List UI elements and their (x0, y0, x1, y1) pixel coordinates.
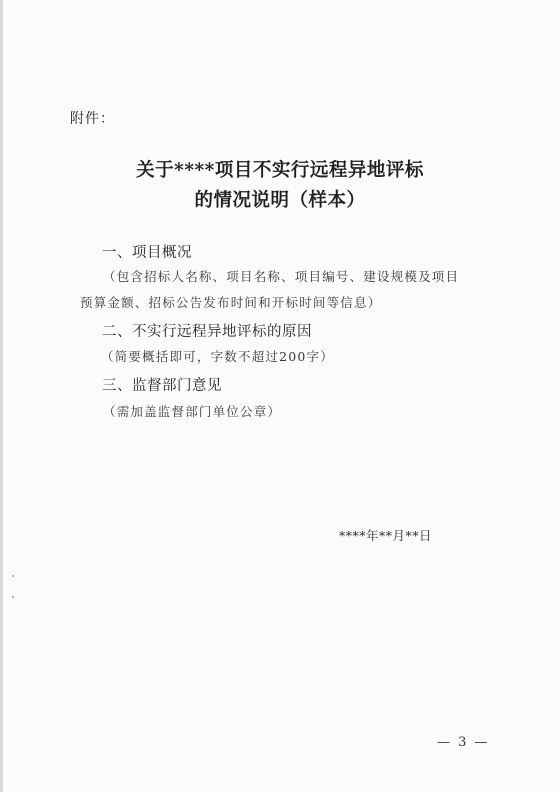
scan-edge (0, 0, 3, 792)
scan-speck (12, 575, 14, 577)
page-number: — 3 — (437, 735, 490, 750)
document-title-line-1: 关于****项目不实行远程异地评标 (136, 160, 424, 181)
signature-date: ****年**月**日 (339, 528, 433, 543)
section-note: （简要概括即可，字数不超过200字） (101, 349, 334, 364)
section-note: 预算金额、招标公告发布时间和开标时间等信息） (80, 295, 382, 310)
document-title-line-2: 的情况说明（样本） (194, 190, 366, 211)
section-heading-reason: 二、不实行远程异地评标的原因 (102, 324, 312, 340)
scan-speck (12, 596, 14, 598)
section-note: （包含招标人名称、项目名称、项目编号、建设规模及项目 (103, 269, 460, 284)
section-note: （需加盖监督部门单位公章） (103, 404, 282, 419)
attachment-label: 附件： (70, 111, 115, 127)
section-heading-project-overview: 一、项目概况 (102, 245, 192, 261)
section-heading-supervision-opinion: 三、监督部门意见 (102, 378, 222, 394)
